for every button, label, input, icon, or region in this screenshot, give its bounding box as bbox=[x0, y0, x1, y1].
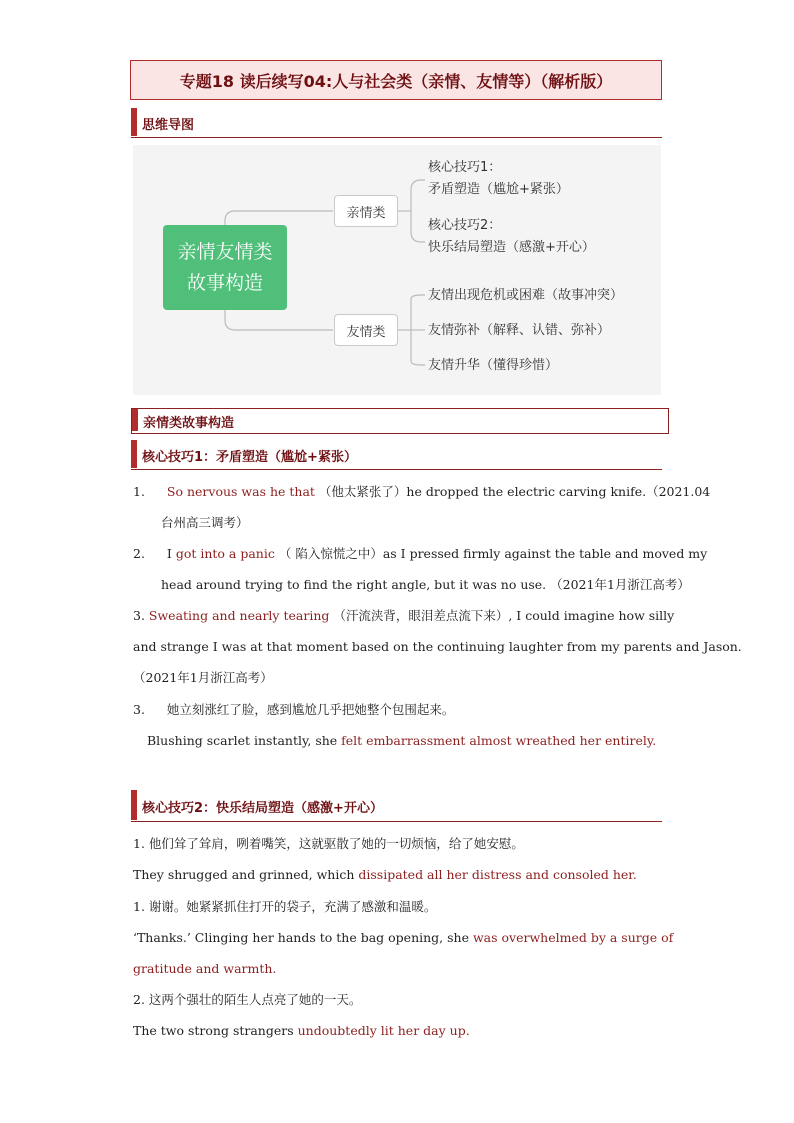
branch-friend-node: 友情类 bbox=[334, 314, 398, 346]
friend-leaf-1: 友情出现危机或困难（故事冲突） bbox=[428, 288, 624, 303]
skill1-item-3-continued: and strange I was at that moment based on the continuing laughter from my parents and Jason. bbox=[133, 639, 742, 654]
center-node-line1: 亲情友情类 bbox=[177, 240, 273, 263]
skill1-item-4 bbox=[133, 701, 454, 719]
leaf-line: 核心技巧1： bbox=[428, 160, 502, 175]
family-leaf-1 bbox=[428, 157, 569, 201]
section-label: 亲情类故事构造 bbox=[143, 415, 235, 431]
mind-map bbox=[133, 145, 661, 395]
skill1-item-4-english bbox=[147, 732, 656, 750]
item-text: （ 陷入惊慌之中）as I pressed firmly against the table and moved my bbox=[278, 546, 708, 561]
highlight-phrase: Sweating and nearly tearing bbox=[148, 608, 330, 623]
section-header-skill1 bbox=[131, 440, 662, 470]
section-header-family bbox=[131, 408, 669, 434]
section-header-skill2 bbox=[131, 790, 662, 822]
section-label: 思维导图 bbox=[142, 117, 195, 133]
leaf-line: 快乐结局塑造（感激+开心） bbox=[428, 240, 595, 255]
item-text: They shrugged and grinned, which bbox=[133, 867, 359, 882]
item-chinese: 她立刻涨红了脸，感到尴尬几乎把她整个包围起来。 bbox=[166, 702, 455, 717]
skill2-item-2-english bbox=[133, 929, 673, 947]
skill1-item-1-continued: 台州高三调考） bbox=[161, 515, 249, 530]
item-text: （他太紧张了）he dropped the electric carving knife.（2021.04 bbox=[318, 484, 711, 499]
skill1-item-3-source: （2021年1月浙江高考） bbox=[133, 670, 273, 685]
item-number: 1. bbox=[133, 484, 145, 499]
skill2-item-2-chinese: 1. 谢谢。她紧紧抓住打开的袋子，充满了感激和温暖。 bbox=[133, 899, 437, 914]
item-text: （汗流浃背，眼泪差点流下来）, I could imagine how silly bbox=[333, 608, 675, 623]
skill1-item-2 bbox=[133, 545, 707, 563]
skill2-item-1-english bbox=[133, 866, 637, 884]
skill2-item-3-chinese: 2. 这两个强壮的陌生人点亮了她的一天。 bbox=[133, 992, 362, 1007]
friend-leaf-2: 友情弥补（解释、认错、弥补） bbox=[428, 323, 611, 338]
section-label: 核心技巧2：快乐结局塑造（感激+开心） bbox=[142, 800, 383, 816]
item-text: I bbox=[166, 546, 176, 561]
document-title: 专题18 读后续写04:人与社会类（亲情、友情等）（解析版） bbox=[130, 60, 662, 100]
section-label: 核心技巧1：矛盾塑造（尴尬+紧张） bbox=[142, 449, 357, 465]
branch-family-node: 亲情类 bbox=[334, 195, 398, 227]
center-node-line2: 故事构造 bbox=[186, 271, 263, 294]
highlight-phrase: got into a panic bbox=[175, 546, 275, 561]
friend-leaf-3: 友情升华（懂得珍惜） bbox=[428, 358, 559, 373]
skill2-item-1-chinese: 1. 他们耸了耸肩，咧着嘴笑，这就驱散了她的一切烦恼，给了她安慰。 bbox=[133, 836, 524, 851]
item-number: 3. bbox=[133, 702, 145, 717]
item-number: 3. bbox=[133, 608, 145, 623]
item-text: Blushing scarlet instantly, she bbox=[147, 733, 342, 748]
leaf-line: 矛盾塑造（尴尬+紧张） bbox=[428, 182, 569, 197]
family-leaf-2 bbox=[428, 215, 595, 259]
section-header-mindmap bbox=[131, 108, 662, 138]
skill1-item-1 bbox=[133, 483, 710, 501]
highlight-phrase: felt embarrassment almost wreathed her entirely. bbox=[341, 733, 657, 748]
highlight-phrase: dissipated all her distress and consoled her. bbox=[358, 867, 637, 882]
skill1-item-3 bbox=[133, 607, 674, 625]
highlight-phrase: was overwhelmed by a surge of bbox=[472, 930, 674, 945]
highlight-phrase: So nervous was he that bbox=[166, 484, 315, 499]
skill2-item-2-english-continued: gratitude and warmth. bbox=[133, 961, 277, 976]
skill2-item-3-english bbox=[133, 1022, 470, 1040]
item-number: 2. bbox=[133, 546, 145, 561]
highlight-phrase: undoubtedly lit her day up. bbox=[297, 1023, 470, 1038]
skill1-item-2-continued: head around trying to find the right angle, but it was no use. （2021年1月浙江高考） bbox=[161, 577, 690, 592]
leaf-line: 核心技巧2： bbox=[428, 218, 502, 233]
item-text: ‘Thanks.’ Clinging her hands to the bag opening, she bbox=[133, 930, 473, 945]
item-text: The two strong strangers bbox=[133, 1023, 298, 1038]
mind-map-center-node bbox=[163, 225, 287, 310]
